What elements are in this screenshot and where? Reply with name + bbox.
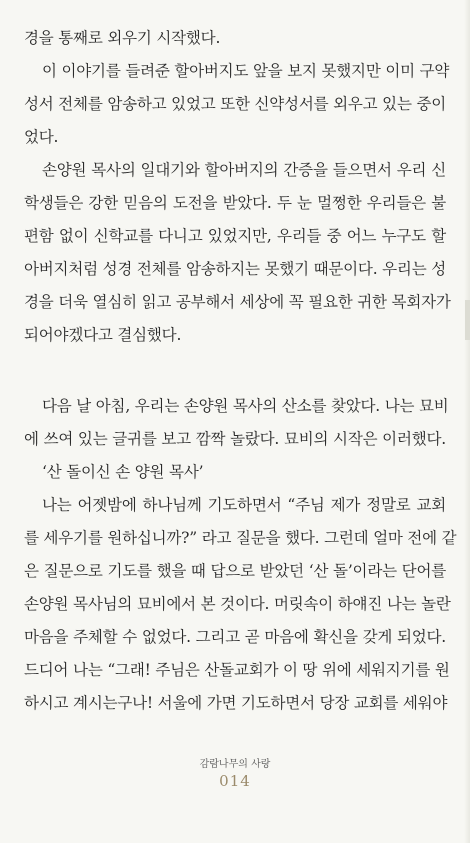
text-line: 나는 어젯밤에 하나님께 기도하면서 “주님 제가 정말로 교회 (42, 496, 446, 514)
text-line: 성서 전체를 암송하고 있었고 또한 신약성서를 외우고 있는 중이 (24, 95, 446, 113)
text-line: 손양원 목사님의 묘비에서 본 것이다. 머릿속이 하얘진 나는 놀란 (24, 595, 451, 613)
body-text (24, 22, 457, 720)
page-number: 014 (219, 772, 251, 790)
text-line: 경을 통째로 외우기 시작했다. (24, 29, 221, 47)
section-break (24, 352, 446, 390)
text-line: 다음 날 아침, 우리는 손양원 목사의 산소를 찾았다. 나는 묘비 (42, 397, 449, 415)
text-line: 손양원 목사의 일대기와 할아버지의 간증을 들으면서 우리 신 (42, 161, 446, 179)
quote-line: ‘산 돌이신 손 양원 목사’ (42, 463, 204, 481)
text-line: 하시고 계시는구나! 서울에 가면 기도하면서 당장 교회를 세워야 (24, 694, 448, 712)
text-line: 학생들은 강한 믿음의 도전을 받았다. 두 눈 멀쩡한 우리들은 불 (24, 194, 446, 212)
text-line: 마음을 주체할 수 없었다. 그리고 곧 마음에 확신을 갖게 되었다. (24, 628, 446, 646)
text-line: 은 질문으로 기도를 했을 때 답으로 받았던 ‘산 돌’이라는 단어를 (24, 562, 446, 580)
text-line: 경을 더욱 열심히 읽고 공부해서 세상에 꼭 필요한 귀한 목회자가 (24, 293, 451, 311)
text-line: 드디어 나는 “그래! 주님은 산돌교회가 이 땅 위에 세워지기를 원 (24, 661, 450, 679)
text-line: 를 세우기를 원하십니까?” 라고 질문을 했다. 그런데 얼마 전에 같 (24, 529, 457, 547)
running-footer-title: 감람나무의 사랑 (199, 759, 271, 770)
text-line: 편함 없이 신학교를 다니고 있었지만, 우리들 중 어느 누구도 할 (24, 227, 446, 245)
page-edge-mark (465, 300, 470, 340)
text-line: 아버지처럼 성경 전체를 암송하지는 못했기 때문이다. 우리는 성 (24, 260, 446, 278)
text-line: 이 이야기를 들려준 할아버지도 앞을 보지 못했지만 이미 구약 (42, 62, 450, 80)
text-line: 에 쓰여 있는 글귀를 보고 깜짝 놀랐다. 묘비의 시작은 이러했다. (24, 430, 446, 448)
text-line: 되어야겠다고 결심했다. (24, 326, 182, 344)
page-edge (464, 0, 470, 843)
text-line: 었다. (24, 128, 59, 146)
